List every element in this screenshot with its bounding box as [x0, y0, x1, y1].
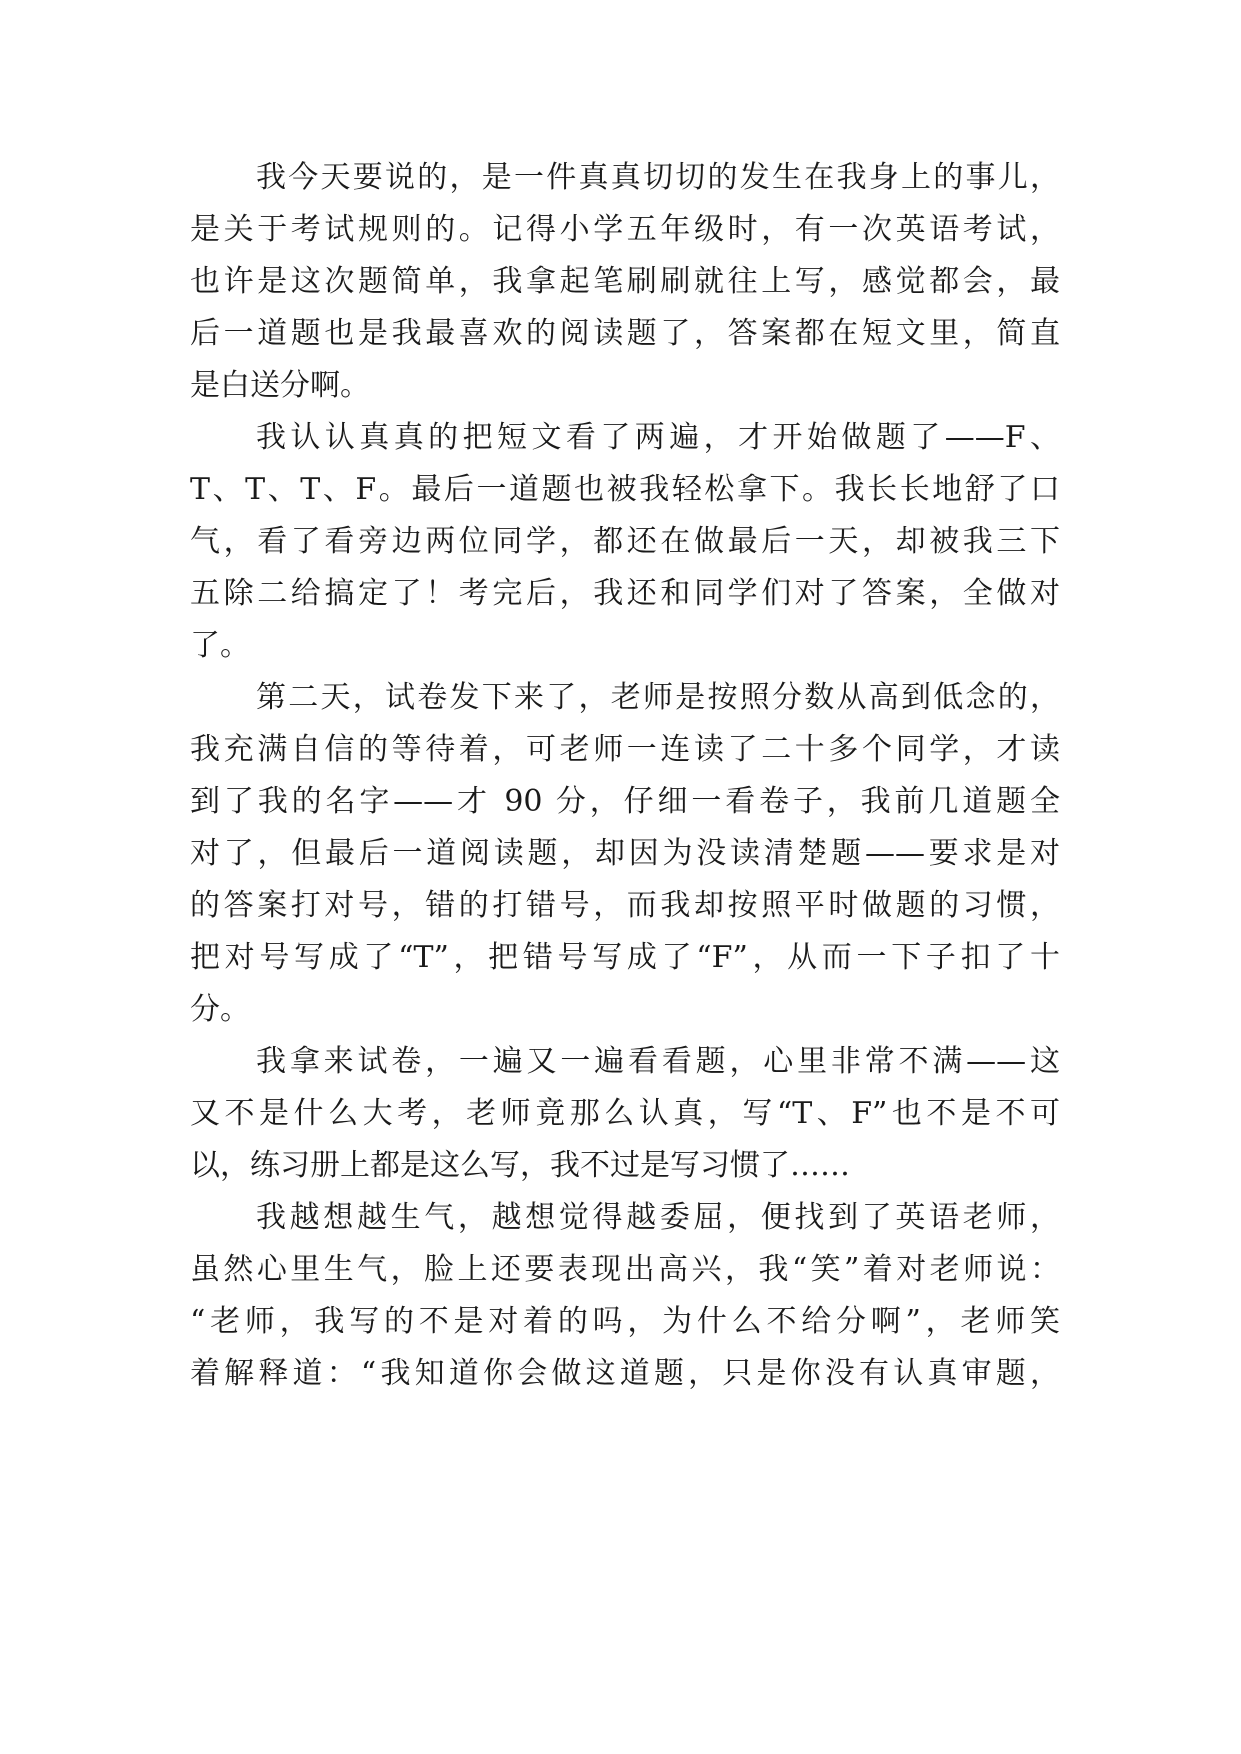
text-line: 以，练习册上都是这么写，我不过是写习惯了……	[190, 1148, 850, 1183]
text-line: 虽然心里生气，脸上还要表现出高兴，我“笑”着对老师说：	[190, 1252, 1060, 1287]
text-line: 第二天，试卷发下来了，老师是按照分数从高到低念的，	[256, 680, 1060, 715]
text-line: 对了，但最后一道阅读题，却因为没读清楚题——要求是对	[190, 836, 1060, 871]
text-line: 五除二给搞定了！考完后，我还和同学们对了答案，全做对	[190, 576, 1060, 611]
text-line: 又不是什么大考，老师竟那么认真，写“T、F”也不是不可	[190, 1096, 1060, 1131]
text-line: 我认认真真的把短文看了两遍，才开始做题了——F、	[256, 420, 1060, 455]
text-line: 气，看了看旁边两位同学，都还在做最后一天，却被我三下	[190, 524, 1060, 559]
text-line: 着解释道：“我知道你会做这道题，只是你没有认真审题，	[190, 1356, 1060, 1391]
text-line: 我拿来试卷，一遍又一遍看看题，心里非常不满——这	[256, 1044, 1060, 1079]
text-line: 了。	[190, 628, 250, 663]
text-line: 是关于考试规则的。记得小学五年级时，有一次英语考试，	[190, 212, 1060, 247]
document-page	[190, 158, 1060, 1558]
text-line: “老师，我写的不是对着的吗，为什么不给分啊”，老师笑	[190, 1304, 1060, 1339]
text-line: T、T、T、F。最后一道题也被我轻松拿下。我长长地舒了口	[190, 472, 1060, 507]
text-line: 把对号写成了“T”，把错号写成了“F”，从而一下子扣了十	[190, 940, 1060, 975]
text-line: 是白送分啊。	[190, 368, 370, 403]
text-line: 我充满自信的等待着，可老师一连读了二十多个同学，才读	[190, 732, 1060, 767]
text-line: 分。	[190, 992, 250, 1027]
text-line: 到了我的名字——才 90 分，仔细一看卷子，我前几道题全	[190, 784, 1060, 819]
text-line: 我越想越生气，越想觉得越委屈，便找到了英语老师，	[256, 1200, 1060, 1235]
text-line: 也许是这次题简单，我拿起笔刷刷就往上写，感觉都会，最	[190, 264, 1060, 299]
text-line: 后一道题也是我最喜欢的阅读题了，答案都在短文里，简直	[190, 316, 1060, 351]
text-line: 的答案打对号，错的打错号，而我却按照平时做题的习惯，	[190, 888, 1060, 923]
text-line: 我今天要说的，是一件真真切切的发生在我身上的事儿，	[256, 160, 1060, 195]
